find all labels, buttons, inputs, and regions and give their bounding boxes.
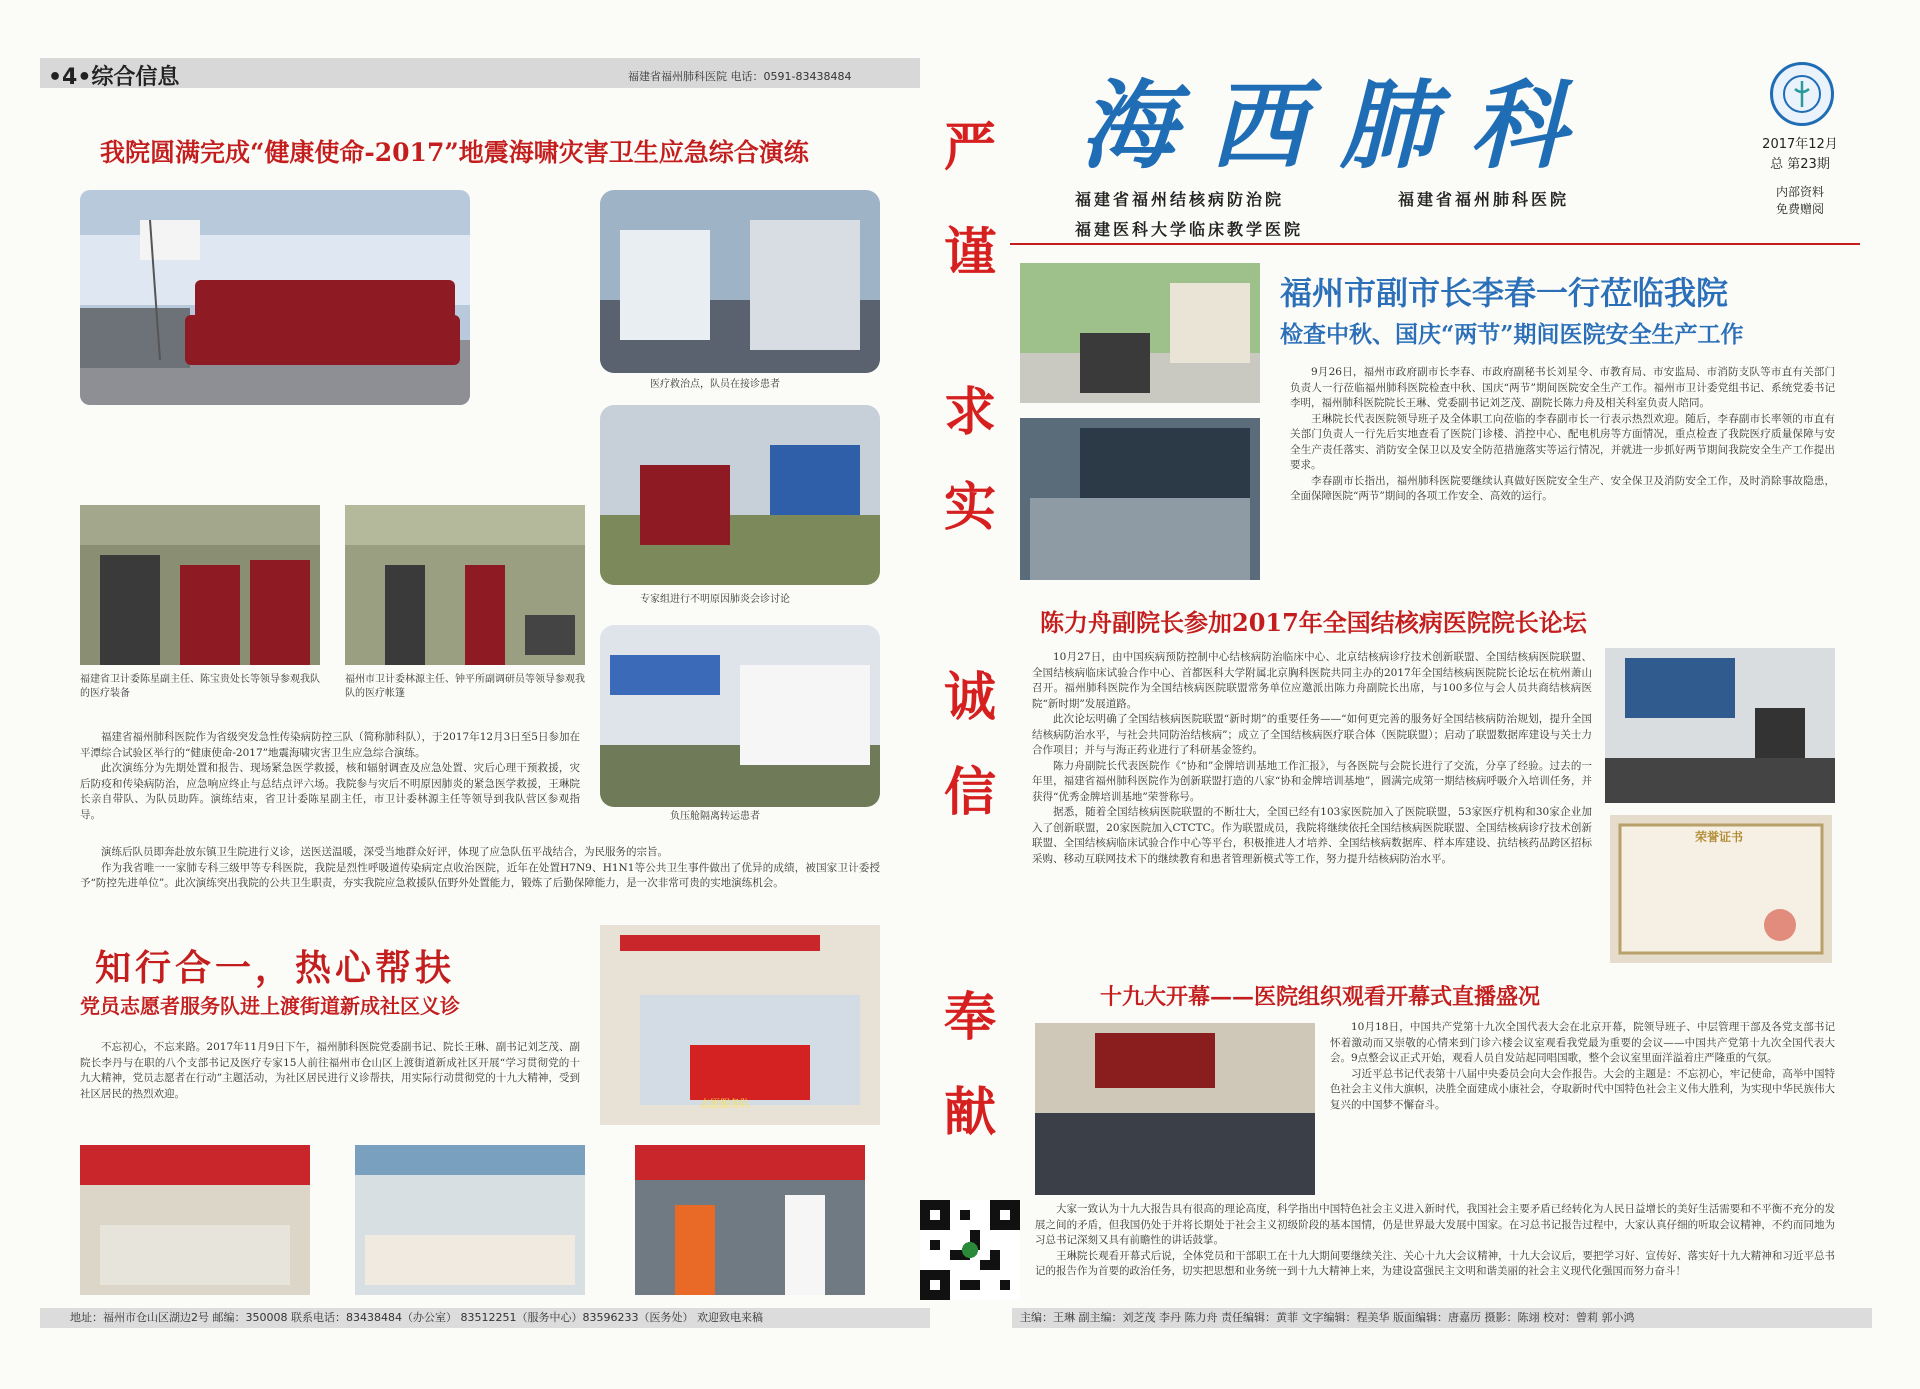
forum-article-body — [1032, 650, 1592, 867]
photo-congress-viewing — [1035, 1023, 1315, 1195]
article-volunteer-subtitle: 党员志愿者服务队进上渡街道新成社区义诊 — [80, 994, 460, 1018]
photo-control-center — [1020, 418, 1260, 580]
drill-group-photo — [80, 190, 470, 405]
paragraph: 王琳院长观看开幕式后说，全体党员和干部职工在十九大期间要继续关注、关心十九大会议精神，十九大会议后，要把学习好、宣传好、落实好十九大精神和习近平总书记的报告作为首要的政治任务，切实把思想和业务统一到十九大精神上来，为建设富强民主文明和谐美丽的社会主义现代化强国而努力奋斗！ — [1035, 1249, 1835, 1277]
hospital-name-tb: 福建省福州结核病防治院 — [1075, 190, 1285, 209]
paragraph: 此次论坛明确了全国结核病医院联盟“新时期”的重要任务——“如何更完善的服务好全国结核病防治规划，提升全国结核病防治水平，与社会共同防治结核病”；成立了全国结核病医疗联合体（医院联盟）；启动了联盟数据库建设与关士力合作项目；并与与海正药业进行了科研基金签约。 — [1032, 713, 1592, 756]
photo-clinic-3 — [635, 1145, 865, 1295]
slogan-char: 献 — [943, 1082, 996, 1143]
paragraph: 福建省福州肺科医院作为省级突发急性传染病防控三队（简称肺科队），于2017年12月3日至5日参加在平潭综合试验区举行的“健康使命-2017”地震海啸灾害卫生应急综合演练。 — [80, 731, 580, 759]
paragraph: 习近平总书记代表第十八届中央委员会向大会作报告。大会的主题是：不忘初心，牢记使命，高举中国特色社会主义伟大旗帜，决胜全面建成小康社会，夺取新时代中国特色社会主义伟大胜利，为实现中华民族伟大复兴的中国梦不懈奋斗。 — [1330, 1067, 1835, 1111]
photo-vice-mayor-visit — [1020, 263, 1260, 403]
paragraph: 据悉，随着全国结核病医院联盟的不断壮大，全国已经有103家医院加入了医院联盟，53家医疗机构和30家企业加入了创新联盟，20家医院加入CTCTC。作为联盟成员，我院将继续依托全国结核病医院联盟、全国结核病诊疗技术创新联盟、全国结核病临床试验合作中心等平台，积极推进人才培养、全国结核病数据库、样本库建设、抗结核药品跨区招标采购、移动互联网技术下的继续教育和患者管理新模式等工作，努力提升结核病防治水平。 — [1032, 806, 1592, 865]
issue-date: 2017年12月 — [1762, 137, 1838, 152]
volunteer-banner-text: 志愿服务队 — [700, 1099, 750, 1110]
paragraph: 王琳院长代表医院领导班子及全体职工向莅临的李春副市长一行表示热烈欢迎。随后，李春副市长率领的市直有关部门负责人一行先后实地查看了医院门诊楼、消控中心、配电机房等方面情况，重点检查了我院医疗质量保障与安全生产责任落实、消防安全保卫以及安全防范措施落实等运行情况，并就进一步抓好两节期间我院安全生产工作提出要求。 — [1290, 412, 1835, 471]
article-congress-title: 十九大开幕——医院组织观看开幕式直播盛况 — [1100, 984, 1541, 1010]
paragraph: 陈力舟副院长代表医院作《“协和”金牌培训基地工作汇报》，与各医院与会院长进行了交流，分享了经验。过去的一年里，福建省福州肺科医院作为创新联盟打造的八家“协和金牌培训基地”，圆满完成第一期结核病呼吸介入培训任务，并获得“优秀金牌培训基地”荣誉称号。 — [1032, 759, 1592, 803]
article-forum-title: 陈力舟副院长参加2017年全国结核病医院院长论坛 — [1040, 608, 1587, 637]
volunteer-article-body — [80, 1040, 580, 1102]
article-volunteer-title: 知行合一，热心帮扶 — [95, 947, 456, 989]
paragraph: 9月26日，福州市政府副市长李春、市政府副秘书长刘星令、市教育局、市安监局、市消防支队等市直有关部门负责人一行莅临福州肺科医院检查中秋、国庆“两节”期间医院安全生产工作。福州市卫计委党组书记、系统党委书记李明，福州肺科医院院长王琳、党委副书记刘芝茂、副院长陈力舟及相关科室负责人陪同。 — [1290, 366, 1835, 409]
slogan-char: 谨 — [943, 222, 996, 283]
hospital-name-teaching: 福建医科大学临床教学医院 — [1075, 220, 1304, 239]
qr-code — [920, 1200, 1020, 1300]
drill-article-body-top — [80, 730, 580, 823]
left-page-footer: 地址：福州市仓山区湖边2号 邮编：350008 联系电话：83438484（办公室） 83512251（服务中心）83596233（医务处） 欢迎致电来稿 — [40, 1308, 930, 1328]
hospital-name-pulmonary: 福建省福州肺科医院 — [1398, 190, 1570, 209]
photo-medical-treatment — [600, 190, 880, 373]
photo-forum-speaker — [1605, 648, 1835, 803]
slogan-char: 诚 — [943, 667, 996, 728]
paragraph: 10月18日，中国共产党第十九次全国代表大会在北京开幕，院领导班子、中层管理干部及各党支部书记怀着激动而又崇敬的心情来到门诊六楼会议室观看我党最为重要的会议——中国共产党第十九次全国代表大会。9点整会议正式开始，观看人员自发站起同唱国歌，整个会议室里面洋溢着庄严隆重的气氛。 — [1330, 1021, 1835, 1064]
paragraph: 李春副市长指出，福州肺科医院要继续认真做好医院安全生产、安全保卫及消防安全工作，及时消除事故隐患，全面保障医院“两节”期间的各项工作安全、高效的运行。 — [1290, 474, 1835, 502]
issue-number: 总 第23期 — [1770, 157, 1830, 172]
paragraph: 不忘初心，不忘来路。2017年11月9日下午，福州肺科医院党委副书记、院长王琳、副书记刘芝茂、副院长李丹与在职的八个支部书记及医疗专家15人前往福州市仓山区上渡街道新成社区开展“学习贯彻党的十九大精神，党员志愿者在行动”主题活动，为社区居民进行义诊帮扶，用实际行动贯彻党的十九大精神，受到社区居民的热烈欢迎。 — [80, 1041, 580, 1100]
paragraph: 演练后队员即奔赴放东镇卫生院进行义诊，送医送温暖，深受当地群众好评，体现了应急队伍平战结合，为民服务的宗旨。 — [101, 846, 668, 858]
congress-article-body-bottom — [1035, 1202, 1835, 1280]
photo-expert-consult — [600, 405, 880, 585]
slogan-char: 严 — [943, 117, 996, 178]
caption-expert-consult: 专家组进行不明原因肺炎会诊讨论 — [640, 594, 790, 605]
photo-clinic-2 — [355, 1145, 585, 1295]
caption-isolation-transfer: 负压舱隔离转运患者 — [670, 811, 760, 822]
paragraph: 作为我省唯一一家肺专科三级甲等专科医院，我院是烈性呼吸道传染病定点收治医院，近年在处置H7N9、H1N1等公共卫生事件做出了优异的成绩，被国家卫计委授予“防控先进单位”。此次演练突出我院的公共卫生职责，夯实我院应急救援队伍野外处置能力，锻炼了后勤保障能力，是一次非常可贵的实地演练机会。 — [80, 861, 880, 889]
header-contact-info: 福建省福州肺科医院 电话：0591-83438484 — [628, 70, 852, 83]
drill-article-body-bottom — [80, 845, 880, 892]
slogan-char: 信 — [943, 762, 996, 823]
caption-leaders-equipment: 福建省卫计委陈星副主任、陈宝贵处长等领导参观我队的医疗装备 — [80, 674, 320, 699]
paragraph: 此次演练分为先期处置和报告、现场紧急医学救援，核和辐射调查及应急处置、灾后心理干预救援，灾后防疫和传染病防治，应急响应终止与总结点评六场。我院参与灾后不明原因肺炎的紧急医学救援，王琳院长亲自带队、为队员助阵。演练结束，省卫计委陈星副主任，市卫计委林源主任等领导到我队营区参观指导。 — [80, 762, 580, 821]
article-drill-title: 我院圆满完成“健康使命-2017”地震海啸灾害卫生应急综合演练 — [100, 138, 809, 167]
issue-note-free: 免费赠阅 — [1775, 202, 1824, 216]
photo-leaders-equipment — [80, 505, 320, 665]
article-mayor-title: 福州市副市长李春一行莅临我院 — [1280, 274, 1729, 312]
hospital-logo-icon — [1770, 62, 1834, 126]
issue-note-internal: 内部资料 — [1775, 185, 1824, 199]
article-mayor-subtitle: 检查中秋、国庆“两节”期间医院安全生产工作 — [1280, 321, 1744, 348]
photo-isolation-transfer — [600, 625, 880, 807]
mayor-article-body — [1290, 365, 1835, 505]
right-page-footer: 主编：王琳 副主编：刘芝茂 李丹 陈力舟 责任编辑：黄菲 文字编辑：程美华 版面编辑：唐嘉历 摄影：陈翊 校对：曾莉 郭小鸿 — [1012, 1308, 1872, 1328]
slogan-char: 求 — [943, 382, 996, 443]
masthead-divider — [1010, 243, 1860, 245]
congress-article-body — [1330, 1020, 1835, 1113]
masthead-title: 海西肺科 — [1080, 69, 1600, 182]
certificate-title: 荣誉证书 — [1695, 830, 1744, 844]
paragraph: 10月27日，由中国疾病预防控制中心结核病防治临床中心、北京结核病诊疗技术创新联盟、全国结核病医院联盟、全国结核病临床试验合作中心、首都医科大学附属北京胸科医院共同主办的2017年全国结核病医院院长论坛在杭州萧山召开。福州肺科医院作为全国结核病医院联盟常务单位应邀派出陈力舟副院长出席，与100多位与会人员共商结核病医院“新时期”发展道路。 — [1032, 651, 1592, 710]
slogan-char: 奉 — [943, 987, 996, 1048]
caption-leaders-tent: 福州市卫计委林源主任、钟平所副调研员等领导参观我队的医疗帐篷 — [345, 674, 585, 699]
caption-medical-treatment: 医疗救治点，队员在接诊患者 — [650, 379, 780, 390]
photo-clinic-1 — [80, 1145, 310, 1295]
paragraph: 大家一致认为十九大报告具有很高的理论高度，科学指出中国特色社会主义进入新时代，我国社会主要矛盾已经转化为人民日益增长的美好生活需要和不平衡不充分的发展之间的矛盾，但我国仍处于并将长期处于社会主义初级阶段的基本国情，仍是世界最大发展中国家。在习总书记报告过程中，大家认真仔细的听取会议精神，不约而同地为习总书记深刻又具有前瞻性的讲话鼓掌。 — [1035, 1203, 1835, 1246]
photo-leaders-tent — [345, 505, 585, 665]
page-section-label: •4•综合信息 — [48, 65, 180, 90]
slogan-char: 实 — [943, 477, 996, 538]
